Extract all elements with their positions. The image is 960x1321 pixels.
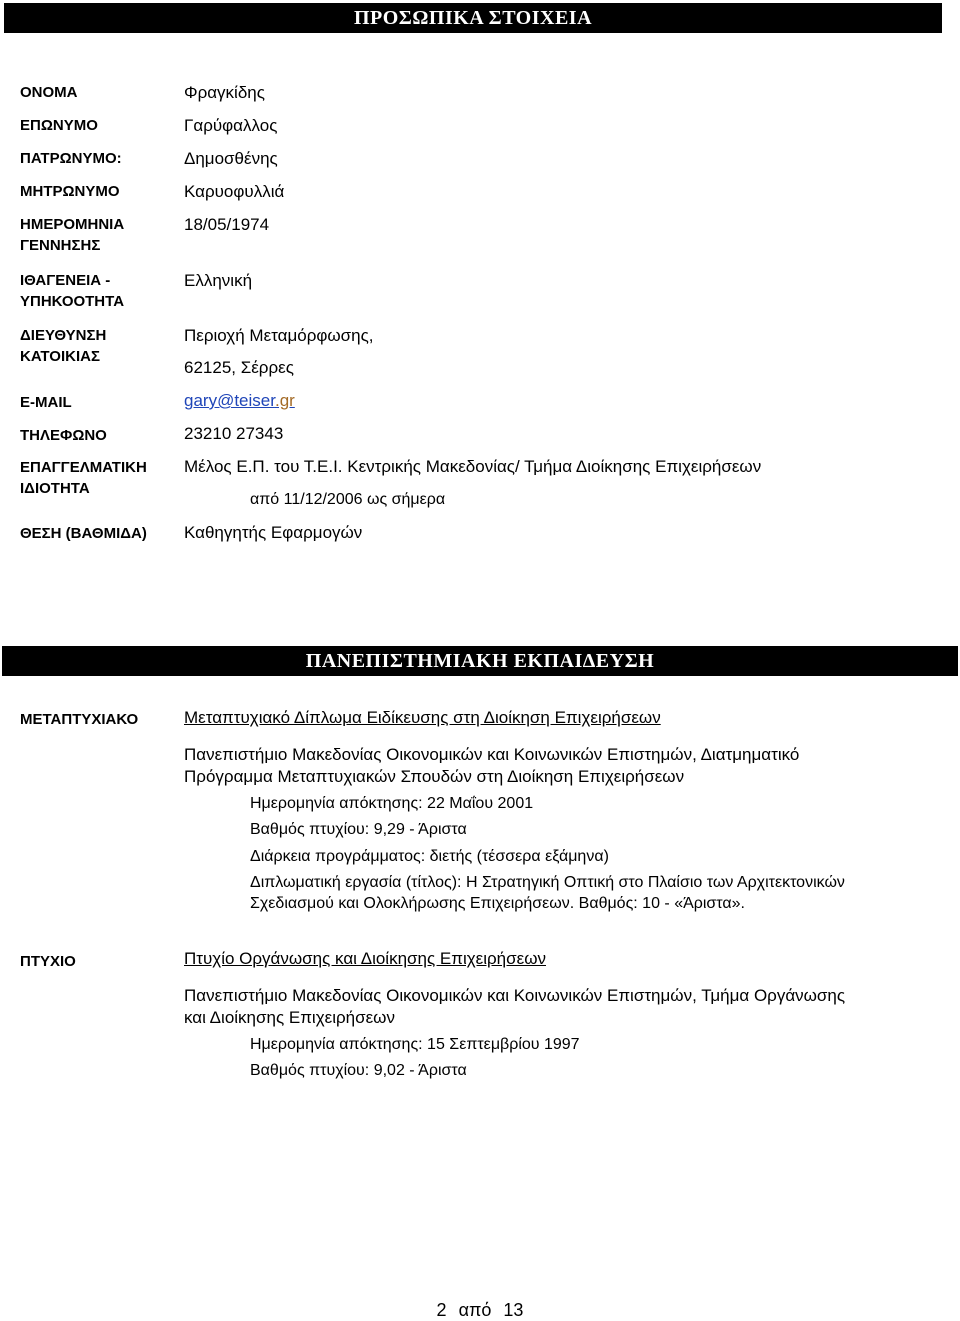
degree-date: Ημερομηνία απόκτησης: 15 Σεπτεμβρίου 1997	[250, 1036, 580, 1053]
degree-label: ΠΤΥΧΙΟ	[20, 953, 76, 970]
masters-thesis-line-1: Διπλωματική εργασία (τίτλος): Η Στρατηγική Οπτική στο Πλαίσιο των Αρχιτεκτονικών	[250, 874, 845, 891]
phone-label: ΤΗΛΕΦΩΝΟ	[20, 427, 107, 444]
masters-institution-line-2: Πρόγραμμα Μεταπτυχιακών Σπουδών στη Διοίκηση Επιχειρήσεων	[184, 767, 685, 786]
section-banner-personal	[4, 3, 942, 33]
professional-value: Μέλος Ε.Π. του Τ.Ε.Ι. Κεντρικής Μακεδονίας/ Τμήμα Διοίκησης Επιχειρήσεων	[184, 457, 762, 476]
masters-thesis-line-2: Σχεδιασμού και Ολοκλήρωσης Επιχειρήσεων. Βαθμός: 10 - «Άριστα».	[250, 895, 745, 912]
address-line-2: 62125, Σέρρες	[184, 358, 294, 377]
section-title-education: ΠΑΝΕΠΙΣΤΗΜΙΑΚΗ ΕΚΠΑΙΔΕΥΣΗ	[305, 649, 655, 672]
surname-value: Γαρύφαλλος	[184, 116, 278, 135]
page-current: 2	[436, 1300, 447, 1320]
masters-grade: Βαθμός πτυχίου: 9,29 - Άριστα	[250, 821, 467, 838]
page-total: 13	[503, 1300, 524, 1320]
fathers-name-value: Δημοσθένης	[184, 149, 278, 168]
degree-title: Πτυχίο Οργάνωσης και Διοίκησης Επιχειρήσεων	[184, 949, 546, 968]
section-title-personal: ΠΡΟΣΩΠΙΚΑ ΣΤΟΙΧΕΙΑ	[353, 6, 593, 29]
masters-label: ΜΕΤΑΠΤΥΧΙΑΚΟ	[20, 711, 139, 728]
professional-label: ΕΠΑΓΓΕΛΜΑΤΙΚΗ ΙΔΙΟΤΗΤΑ	[20, 459, 147, 497]
mothers-name-value: Καρυοφυλλιά	[184, 182, 285, 201]
email-link[interactable]	[184, 390, 295, 411]
first-name-label: ΟΝΟΜΑ	[20, 84, 78, 101]
masters-duration: Διάρκεια προγράμματος: διετής (τέσσερα εξάμηνα)	[250, 848, 609, 865]
email-link-user[interactable]: gary@teiser	[184, 391, 275, 410]
degree-grade: Βαθμός πτυχίου: 9,02 - Άριστα	[250, 1062, 467, 1079]
mothers-name-label: ΜΗΤΡΩΝΥΜΟ	[20, 183, 120, 200]
email-link-tld[interactable]: .gr	[274, 391, 295, 410]
degree-institution-line-2: και Διοίκησης Επιχειρήσεων	[184, 1008, 395, 1027]
address-line-1: Περιοχή Μεταμόρφωσης,	[184, 326, 374, 345]
masters-institution-line-1: Πανεπιστήμιο Μακεδονίας Οικονομικών και Κοινωνικών Επιστημών, Διατμηματικό	[184, 745, 800, 764]
masters-date: Ημερομηνία απόκτησης: 22 Μαΐου 2001	[250, 795, 534, 812]
nationality-label: ΙΘΑΓΕΝΕΙΑ - ΥΠΗΚΟΟΤΗΤΑ	[20, 272, 125, 310]
email-label: E-MAIL	[20, 394, 72, 411]
nationality-value: Ελληνική	[184, 271, 253, 290]
page-number	[0, 1300, 960, 1321]
birth-date-label: ΗΜΕΡΟΜΗΝΙΑ ΓΕΝΝΗΣΗΣ	[20, 216, 125, 254]
masters-title: Μεταπτυχιακό Δίπλωμα Ειδίκευσης στη Διοίκηση Επιχειρήσεων	[184, 708, 661, 727]
phone-value: 23210 27343	[184, 424, 284, 443]
degree-institution-line-1: Πανεπιστήμιο Μακεδονίας Οικονομικών και Κοινωνικών Επιστημών, Τμήμα Οργάνωσης	[184, 986, 846, 1005]
position-value: Καθηγητής Εφαρμογών	[184, 523, 363, 542]
birth-date-value: 18/05/1974	[184, 215, 270, 234]
page-of: από	[458, 1300, 492, 1320]
professional-since: από 11/12/2006 ως σήμερα	[250, 491, 446, 508]
surname-label: ΕΠΩΝΥΜΟ	[20, 117, 98, 134]
position-label: ΘΕΣΗ (ΒΑΘΜΙΔΑ)	[20, 525, 147, 542]
first-name-value: Φραγκίδης	[184, 83, 265, 102]
address-label: ΔΙΕΥΘΥΝΣΗ ΚΑΤΟΙΚΙΑΣ	[20, 327, 107, 365]
section-banner-education	[2, 646, 958, 676]
fathers-name-label: ΠΑΤΡΩΝΥΜΟ:	[20, 150, 122, 167]
